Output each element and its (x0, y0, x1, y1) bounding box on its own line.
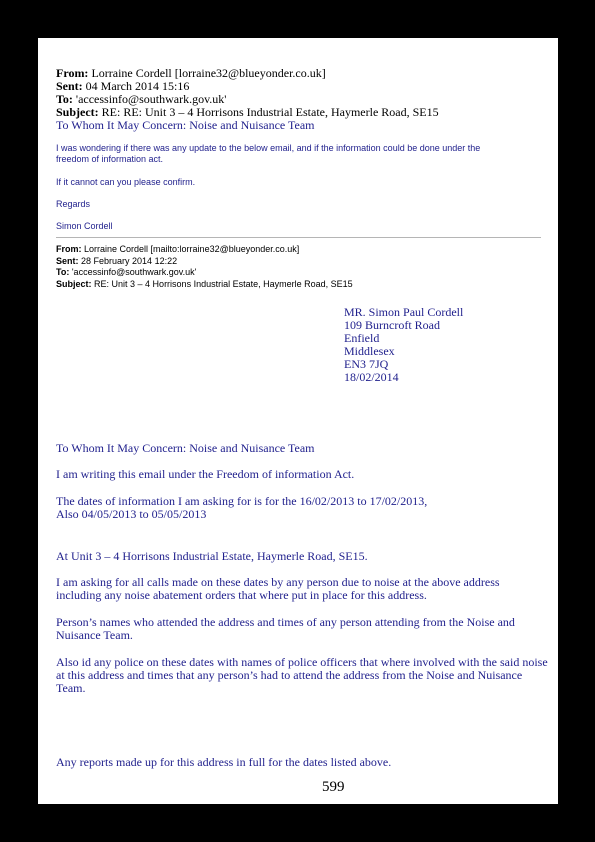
email2-to-line (56, 267, 196, 278)
email1-to-line (56, 93, 226, 105)
email2-sent-label: Sent: (56, 256, 79, 266)
address-line-postcode: EN3 7JQ (344, 357, 389, 371)
page-number: 599 (322, 779, 345, 795)
email2-from-label: From: (56, 244, 82, 254)
email1-regards: Regards (56, 199, 91, 209)
email2-to-label: To: (56, 267, 70, 277)
email1-body-line1: I was wondering if there was any update to the below email, and if the information could be done under the (56, 143, 481, 153)
letter-paragraph-6-line1: Also id any police on these dates with names of police officers that where involved with the said noise (56, 655, 548, 669)
email1-body-line3: If it cannot can you please confirm. (56, 177, 196, 187)
letter-paragraph-2-line2: Also 04/05/2013 to 05/05/2013 (56, 507, 207, 521)
address-line-county: Middlesex (344, 344, 395, 358)
email1-sent-line (56, 80, 189, 92)
email-divider (56, 237, 541, 238)
letter-paragraph-6-line3: Team. (56, 681, 86, 695)
letter-paragraph-5-line1: Person’s names who attended the address and times of any person attending from the Noise and (56, 615, 515, 629)
email2-from-line (56, 244, 299, 255)
email1-from-line (56, 67, 326, 79)
email2-subject-label: Subject: (56, 279, 92, 289)
email1-greeting: To Whom It May Concern: Noise and Nuisance Team (56, 118, 315, 132)
letter-paragraph-2-line1: The dates of information I am asking for is for the 16/02/2013 to 17/02/2013, (56, 494, 428, 508)
address-line-street: 109 Burncroft Road (344, 318, 440, 332)
letter-paragraph-3: At Unit 3 – 4 Horrisons Industrial Estate, Haymerle Road, SE15. (56, 549, 368, 563)
email1-sent-value: 04 March 2014 15:16 (85, 79, 190, 93)
address-line-name: MR. Simon Paul Cordell (344, 305, 464, 319)
email1-subject-value: RE: RE: Unit 3 – 4 Horrisons Industrial Estate, Haymerle Road, SE15 (101, 105, 439, 119)
email2-to-value: 'accessinfo@southwark.gov.uk' (71, 267, 197, 277)
letter-paragraph-5-line2: Nuisance Team. (56, 628, 133, 642)
letter-paragraph-7: Any reports made up for this address in full for the dates listed above. (56, 755, 392, 769)
email1-signature: Simon Cordell (56, 221, 113, 231)
email1-to-label: To: (56, 92, 73, 106)
email1-from-label: From: (56, 66, 89, 80)
email2-sent-value: 28 February 2014 12:22 (81, 256, 178, 266)
email1-subject-line (56, 106, 439, 118)
address-line-date: 18/02/2014 (344, 370, 399, 384)
document-page (38, 38, 558, 804)
email2-sent-line (56, 256, 177, 267)
letter-paragraph-1: I am writing this email under the Freedom of information Act. (56, 467, 355, 481)
email1-subject-label: Subject: (56, 105, 99, 119)
address-line-town: Enfield (344, 331, 380, 345)
letter-paragraph-4-line1: I am asking for all calls made on these dates by any person due to noise at the above address (56, 575, 500, 589)
letter-paragraph-6-line2: at this address and times that any person’s had to attend the address from the Noise and Nuisance (56, 668, 523, 682)
email2-from-value: Lorraine Cordell [mailto:lorraine32@blueyonder.co.uk] (84, 244, 300, 254)
email1-sent-label: Sent: (56, 79, 83, 93)
email2-subject-line (56, 279, 353, 290)
email1-from-value: Lorraine Cordell [lorraine32@blueyonder.co.uk] (91, 66, 326, 80)
email2-subject-value: RE: Unit 3 – 4 Horrisons Industrial Estate, Haymerle Road, SE15 (94, 279, 353, 289)
email1-to-value: 'accessinfo@southwark.gov.uk' (75, 92, 227, 106)
letter-paragraph-4-line2: including any noise abatement orders that where put in place for this address. (56, 588, 427, 602)
email1-body-line2: freedom of information act. (56, 154, 164, 164)
letter-greeting: To Whom It May Concern: Noise and Nuisance Team (56, 441, 315, 455)
